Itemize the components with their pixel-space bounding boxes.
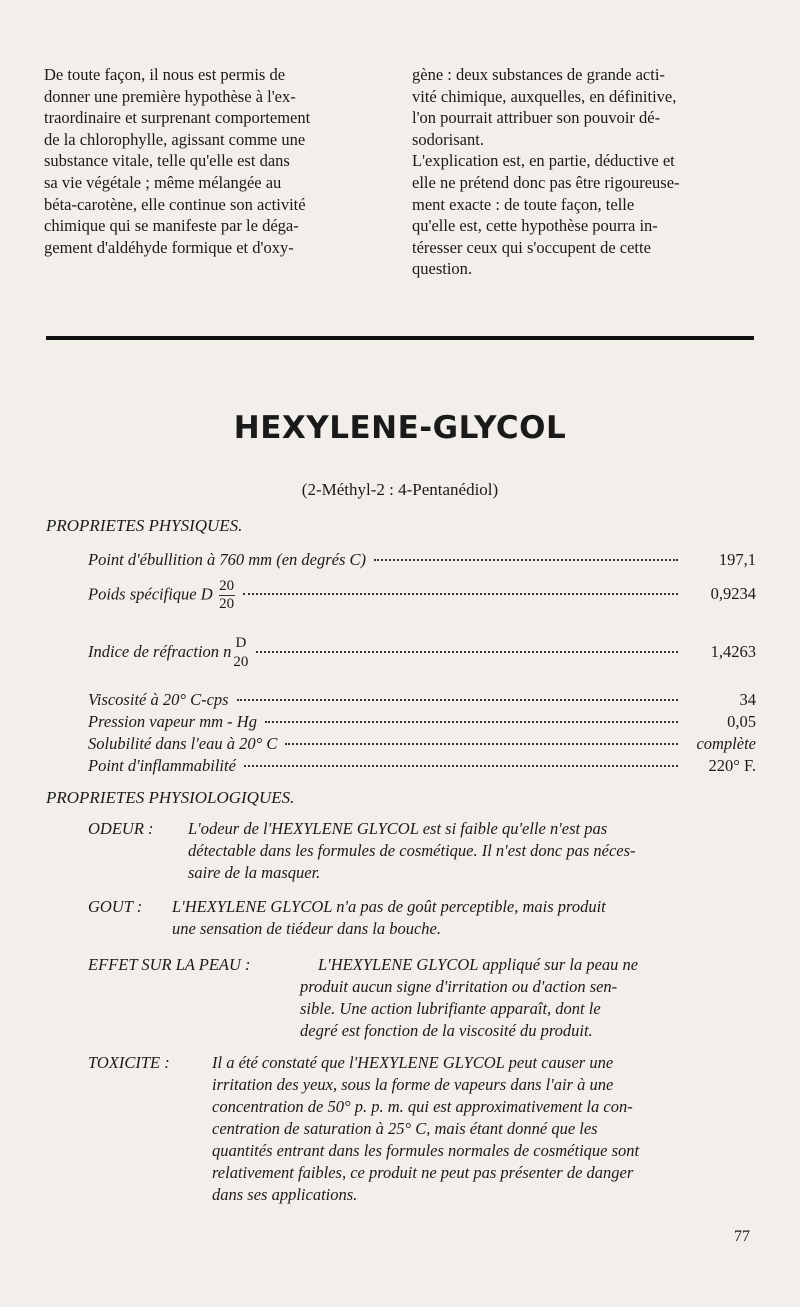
intro-left-line: substance vitale, telle qu'elle est dans (44, 151, 290, 171)
fraction-denominator: 20 (219, 596, 235, 612)
text-line: saire de la masquer. (188, 863, 321, 882)
property-flash-point (88, 756, 756, 776)
intro-left-line: de la chlorophylle, agissant comme une (44, 129, 306, 149)
intro-left-column (44, 64, 384, 258)
intro-left-line: chimique qui se manifeste par le déga- (44, 216, 299, 236)
intro-right-line: gène : deux substances de grande acti- (412, 65, 665, 84)
intro-right-line: ment exacte : de toute façon, telle (412, 194, 635, 214)
property-solubility (88, 734, 756, 754)
page-number: 77 (734, 1228, 750, 1245)
intro-left-line: De toute façon, il nous est permis de (44, 65, 286, 84)
property-boiling-point (88, 550, 756, 570)
intro-left-line: gement d'aldéhyde formique et d'oxy- (44, 237, 294, 257)
text-line: une sensation de tiédeur dans la bouche. (172, 919, 441, 938)
intro-left-line: traordinaire et surprenant comportement (44, 108, 311, 128)
peau-key: EFFET SUR LA PEAU : (88, 955, 251, 974)
property-refraction-index (88, 634, 756, 672)
intro-right-column (412, 64, 752, 280)
property-label (88, 634, 248, 672)
peau-text (300, 954, 756, 1042)
intro-left-line: sa vie végétale ; même mélangée au (44, 172, 282, 192)
property-value: 0,05 (727, 712, 756, 731)
intro-right-line: sodorisant. (412, 129, 484, 149)
property-value: 0,9234 (710, 584, 756, 604)
intro-left-line: béta-carotène, elle continue son activité (44, 194, 306, 214)
text-line: quantités entrant dans les formules normales de cosmétique sont (212, 1141, 640, 1160)
leader-dots (285, 743, 678, 745)
property-label: Point d'inflammabilité (88, 756, 236, 775)
page-title: HEXYLENE-GLYCOL (233, 410, 567, 446)
property-value: 1,4263 (710, 641, 756, 661)
physical-properties-heading: PROPRIETES PHYSIQUES. (46, 516, 243, 535)
property-value: complète (696, 734, 756, 753)
text-line: relativement faibles, ce produit ne peut pas présenter de danger (212, 1163, 634, 1182)
intro-right-line: qu'elle est, cette hypothèse pourra in- (412, 216, 658, 236)
property-specific-gravity (88, 578, 756, 613)
property-value: 220° F. (708, 756, 756, 775)
toxicite-key: TOXICITE : (88, 1053, 170, 1072)
section-divider (46, 336, 754, 340)
text-line: L'HEXYLENE GLYCOL appliqué sur la peau ne (318, 955, 639, 974)
leader-dots (244, 765, 678, 767)
odeur-text (188, 818, 756, 884)
text-line: L'odeur de l'HEXYLENE GLYCOL est si faible qu'elle n'est pas (188, 819, 608, 838)
leader-dots (256, 651, 678, 653)
intro-right-line: l'on pourrait attribuer son pouvoir dé- (412, 108, 661, 128)
refraction-superscript: D (235, 635, 247, 651)
chemical-name: (2-Méthyl-2 : 4-Pentanédiol) (301, 480, 499, 499)
fraction (219, 578, 235, 613)
property-viscosity (88, 690, 756, 710)
gout-text (172, 896, 756, 940)
text-line: L'HEXYLENE GLYCOL n'a pas de goût perceptible, mais produit (172, 897, 606, 916)
property-value: 197,1 (718, 550, 756, 569)
intro-right-line: vité chimique, auxquelles, en définitive, (412, 86, 677, 106)
property-vapor-pressure (88, 712, 756, 732)
property-label: Point d'ébullition à 760 mm (en degrés C) (88, 550, 367, 569)
property-label-text: Poids spécifique D (88, 584, 213, 604)
leader-dots (374, 559, 678, 561)
text-line: centration de saturation à 25° C, mais étant donné que les (212, 1119, 598, 1138)
intro-right-line: L'explication est, en partie, déductive et (412, 151, 675, 171)
leader-dots (243, 593, 678, 595)
text-line: degré est fonction de la viscosité du produit. (300, 1021, 593, 1040)
property-label: Solubilité dans l'eau à 20° C (88, 734, 278, 753)
odeur-key: ODEUR : (88, 819, 154, 838)
intro-right-line: question. (412, 259, 473, 279)
property-label (88, 578, 235, 613)
text-line: Il a été constaté que l'HEXYLENE GLYCOL peut causer une (212, 1053, 614, 1072)
text-line: détectable dans les formules de cosmétique. Il n'est donc pas néces- (188, 841, 636, 860)
text-line: concentration de 50° p. p. m. qui est approximativement la con- (212, 1097, 633, 1116)
leader-dots (237, 699, 678, 701)
property-label-text: Indice de réfraction n (88, 641, 232, 661)
text-line: irritation des yeux, sous la forme de vapeurs dans l'air à une (212, 1075, 614, 1094)
property-label: Viscosité à 20° C-cps (88, 690, 229, 709)
intro-right-line: téresser ceux qui s'occupent de cette (412, 237, 651, 257)
gout-key: GOUT : (88, 897, 143, 916)
property-value: 34 (739, 690, 756, 709)
toxicite-text (212, 1052, 756, 1206)
text-line: dans ses applications. (212, 1185, 358, 1204)
text-line: sible. Une action lubrifiante apparaît, dont le (300, 999, 601, 1018)
intro-left-line: donner une première hypothèse à l'ex- (44, 86, 296, 106)
intro-right-line: elle ne prétend donc pas être rigoureuse- (412, 172, 680, 192)
property-label: Pression vapeur mm - Hg (88, 712, 257, 731)
fraction-numerator: 20 (219, 578, 235, 594)
refraction-subscript: 20 (233, 654, 249, 670)
refraction-indices (233, 634, 248, 672)
text-line: produit aucun signe d'irritation ou d'action sen- (300, 977, 618, 996)
physiological-properties-heading: PROPRIETES PHYSIOLOGIQUES. (46, 788, 295, 807)
leader-dots (265, 721, 678, 723)
